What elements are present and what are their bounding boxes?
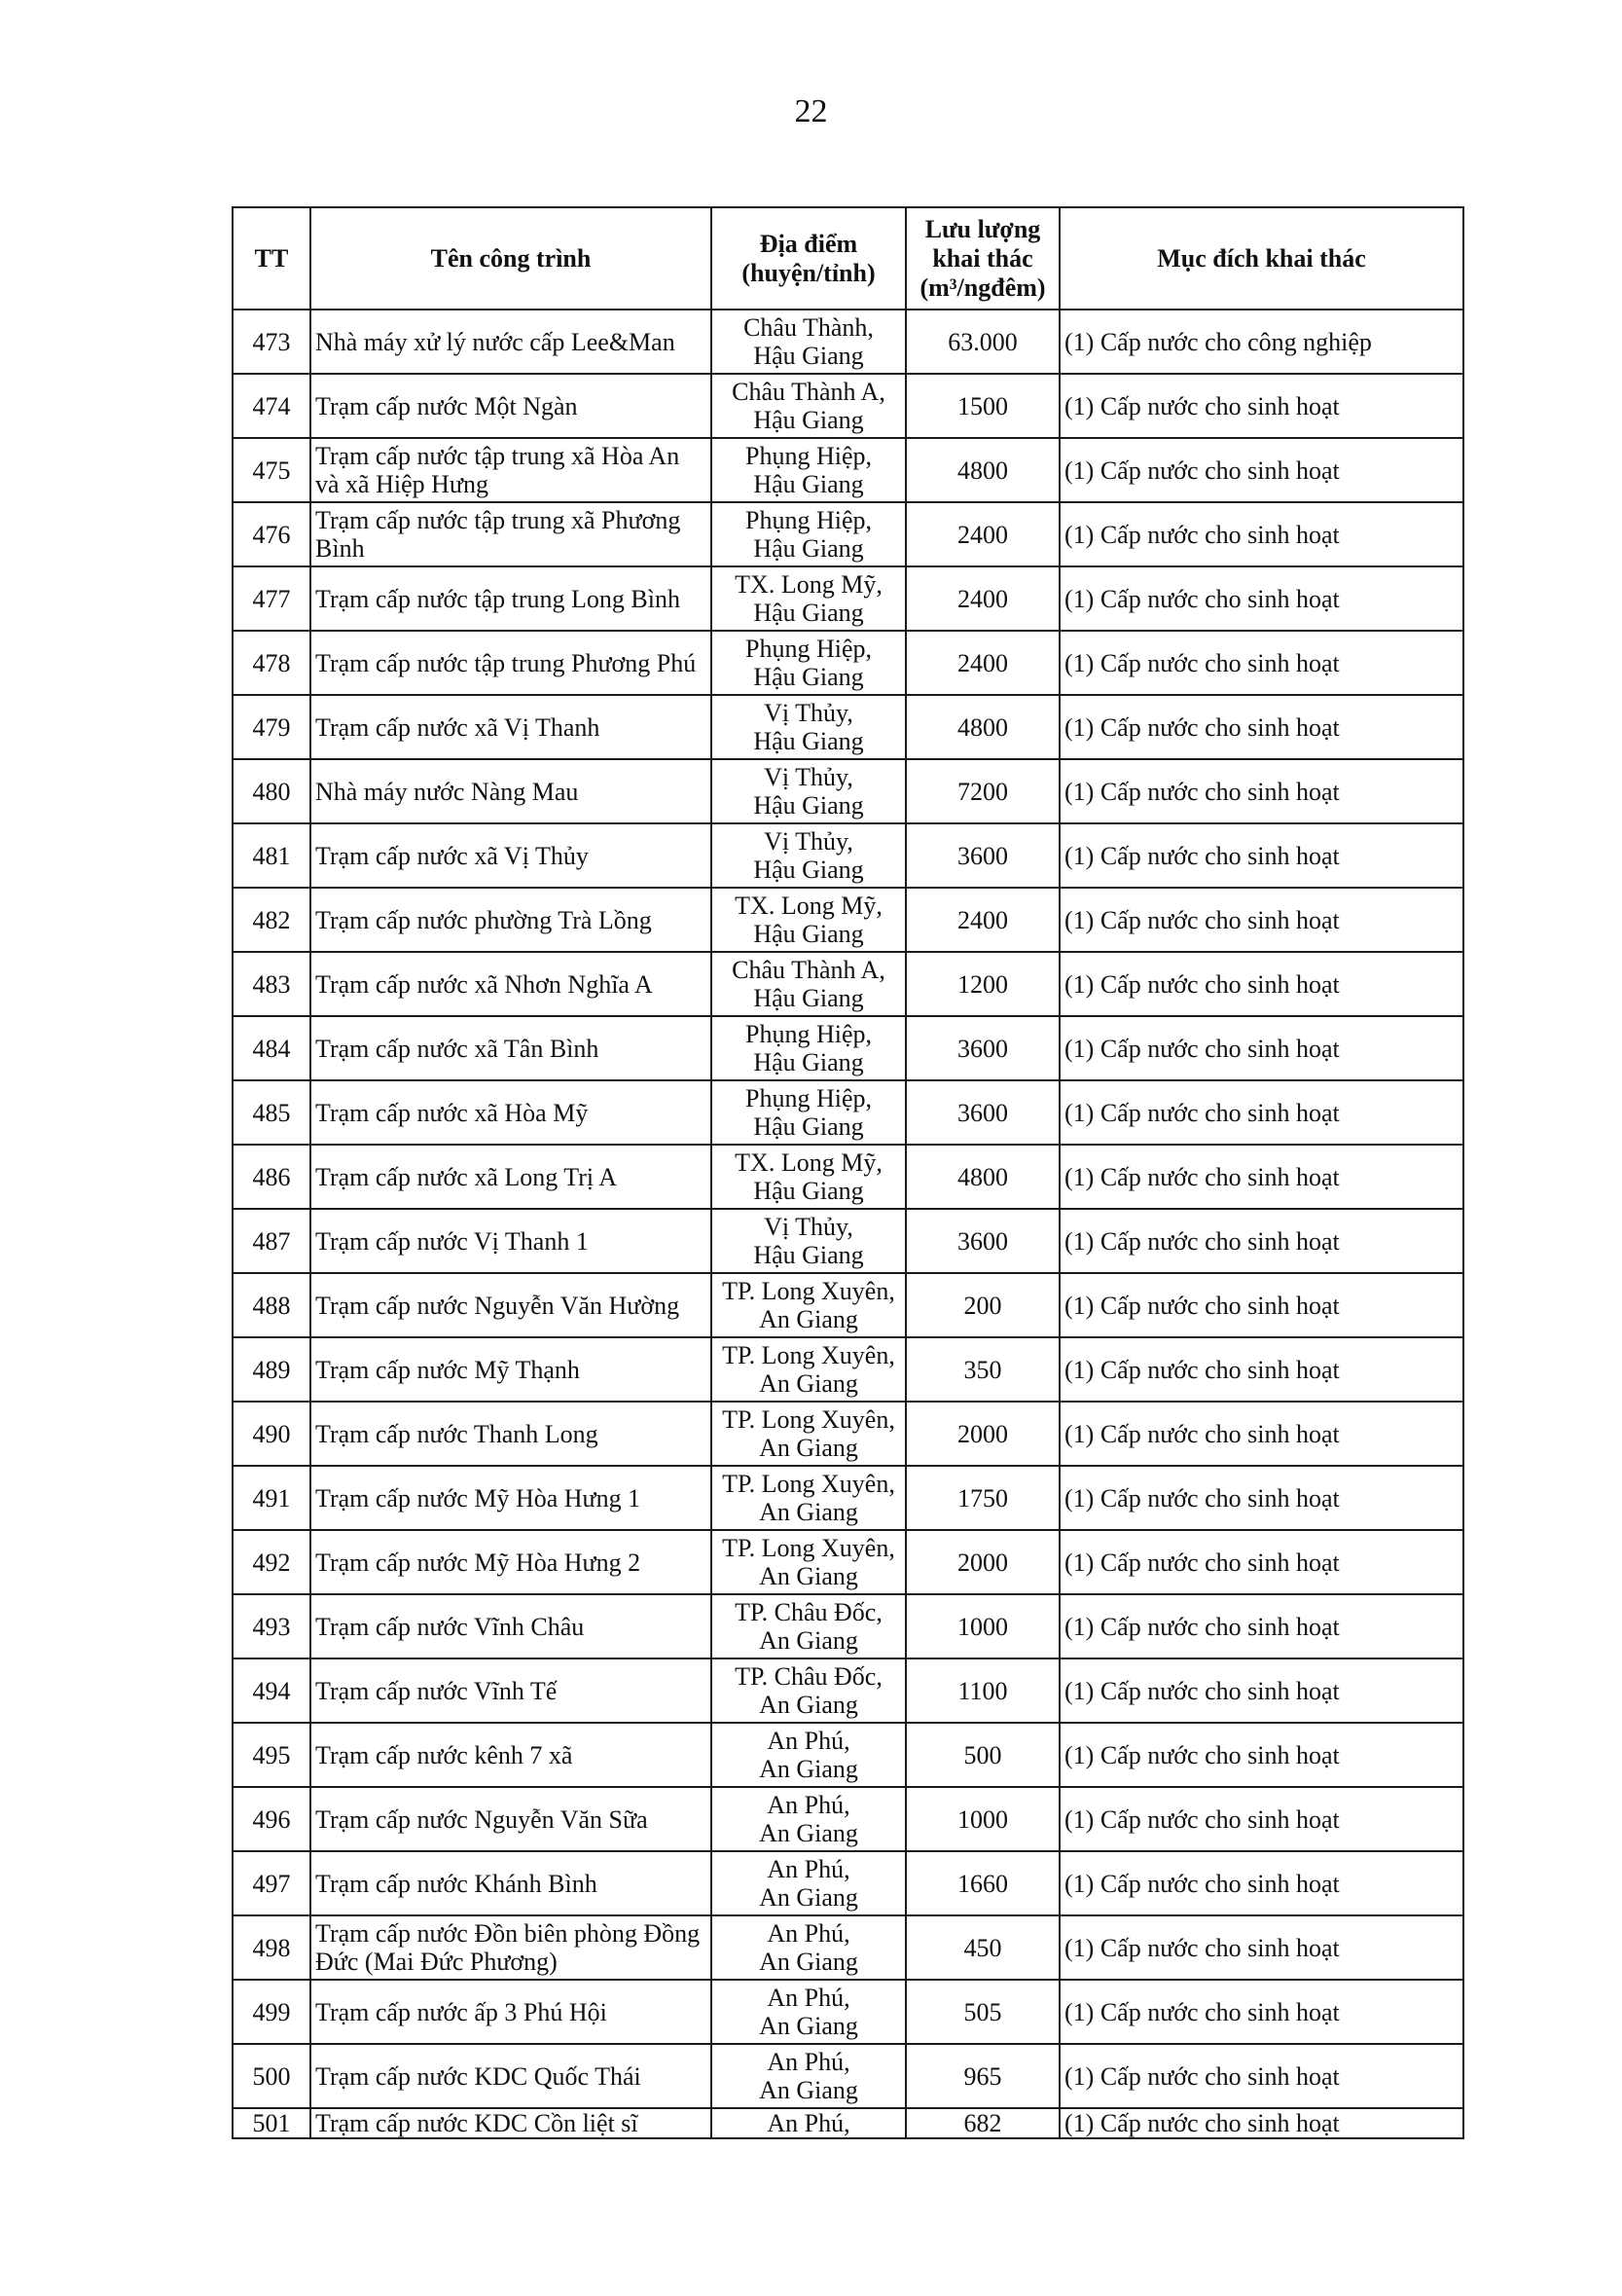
row-purpose: (1) Cấp nước cho sinh hoạt: [1060, 1658, 1463, 1723]
table-row: [233, 1337, 1463, 1402]
table-row: [233, 1402, 1463, 1466]
row-location-line1: TP. Châu Đốc,: [735, 1662, 883, 1691]
row-tt: 479: [233, 695, 310, 759]
header-flow: [906, 207, 1060, 310]
row-location-line1: An Phú,: [767, 1791, 850, 1819]
row-name: Trạm cấp nước KDC Quốc Thái: [310, 2044, 711, 2108]
row-location: [711, 1402, 906, 1466]
header-location: [711, 207, 906, 310]
row-flow: 1660: [906, 1851, 1060, 1915]
row-location-line2: An Giang: [759, 1883, 858, 1912]
water-extraction-table: [232, 206, 1464, 2139]
row-location-line1: An Phú,: [767, 1727, 850, 1755]
table-row: [233, 631, 1463, 695]
row-location-line2: An Giang: [759, 1691, 858, 1719]
row-tt: 497: [233, 1851, 310, 1915]
row-purpose: (1) Cấp nước cho sinh hoạt: [1060, 631, 1463, 695]
row-flow: 2000: [906, 1402, 1060, 1466]
header-flow-line2: khai thác: [932, 243, 1033, 273]
row-flow: 4800: [906, 1145, 1060, 1209]
row-location-line1: TX. Long Mỹ,: [735, 892, 883, 920]
row-flow: 1750: [906, 1466, 1060, 1530]
row-tt: 474: [233, 374, 310, 438]
row-location-line2: An Giang: [759, 1626, 858, 1655]
row-flow: 4800: [906, 695, 1060, 759]
row-purpose: (1) Cấp nước cho sinh hoạt: [1060, 759, 1463, 823]
row-location: [711, 1530, 906, 1594]
row-location-line1: Châu Thành,: [743, 313, 874, 342]
table-row: [233, 1209, 1463, 1273]
row-location-line1: An Phú,: [767, 2048, 850, 2076]
row-location: [711, 1851, 906, 1915]
row-tt: 484: [233, 1016, 310, 1080]
row-location-line1: Phụng Hiệp,: [745, 1020, 872, 1048]
row-tt: 488: [233, 1273, 310, 1337]
row-location-line2: Hậu Giang: [753, 1177, 864, 1205]
row-location-line1: TP. Long Xuyên,: [722, 1277, 895, 1305]
row-tt: 482: [233, 888, 310, 952]
row-tt: 495: [233, 1723, 310, 1787]
row-location-line2: Hậu Giang: [753, 342, 864, 370]
row-flow: 3600: [906, 1080, 1060, 1145]
row-purpose: (1) Cấp nước cho sinh hoạt: [1060, 1337, 1463, 1402]
row-flow: 450: [906, 1915, 1060, 1980]
table-row: [233, 1723, 1463, 1787]
row-purpose: (1) Cấp nước cho sinh hoạt: [1060, 823, 1463, 888]
row-purpose: (1) Cấp nước cho sinh hoạt: [1060, 695, 1463, 759]
row-flow: 1200: [906, 952, 1060, 1016]
table-row: [233, 1530, 1463, 1594]
row-location-line2: An Giang: [759, 2076, 858, 2104]
row-location-line1: TP. Long Xuyên,: [722, 1341, 895, 1369]
row-flow: 2400: [906, 502, 1060, 566]
table-row: [233, 2044, 1463, 2108]
table-row: [233, 1080, 1463, 1145]
row-purpose: (1) Cấp nước cho sinh hoạt: [1060, 374, 1463, 438]
row-flow: 3600: [906, 1209, 1060, 1273]
row-location-line1: Vị Thủy,: [764, 827, 853, 856]
table-row: [233, 1851, 1463, 1915]
row-location-line2: An Giang: [759, 1562, 858, 1590]
row-tt: 480: [233, 759, 310, 823]
row-location-line1: Châu Thành A,: [732, 378, 885, 406]
row-flow: 3600: [906, 823, 1060, 888]
row-tt: 500: [233, 2044, 310, 2108]
row-purpose: (1) Cấp nước cho sinh hoạt: [1060, 1080, 1463, 1145]
row-location-line2: Hậu Giang: [753, 599, 864, 627]
row-purpose: (1) Cấp nước cho sinh hoạt: [1060, 2108, 1463, 2138]
row-location-line2: Hậu Giang: [753, 920, 864, 948]
row-flow: 63.000: [906, 310, 1060, 374]
row-flow: 500: [906, 1723, 1060, 1787]
row-name: Trạm cấp nước kênh 7 xã: [310, 1723, 711, 1787]
row-location: [711, 1787, 906, 1851]
row-location-line1: Phụng Hiệp,: [745, 1084, 872, 1112]
row-tt: 492: [233, 1530, 310, 1594]
row-tt: 490: [233, 1402, 310, 1466]
row-purpose: (1) Cấp nước cho công nghiệp: [1060, 310, 1463, 374]
row-location: [711, 695, 906, 759]
row-name: Trạm cấp nước tập trung Phương Phú: [310, 631, 711, 695]
row-purpose: (1) Cấp nước cho sinh hoạt: [1060, 888, 1463, 952]
row-location-line2: Hậu Giang: [753, 727, 864, 755]
row-location: [711, 759, 906, 823]
row-purpose: (1) Cấp nước cho sinh hoạt: [1060, 1851, 1463, 1915]
row-location: [711, 1145, 906, 1209]
row-location-line1: Phụng Hiệp,: [745, 442, 872, 470]
row-purpose: (1) Cấp nước cho sinh hoạt: [1060, 1402, 1463, 1466]
row-location: [711, 1337, 906, 1402]
row-tt: 483: [233, 952, 310, 1016]
row-flow: 200: [906, 1273, 1060, 1337]
row-location-line1: TP. Long Xuyên,: [722, 1534, 895, 1562]
row-flow: 2000: [906, 1530, 1060, 1594]
row-location: [711, 823, 906, 888]
row-purpose: (1) Cấp nước cho sinh hoạt: [1060, 1723, 1463, 1787]
row-tt: 476: [233, 502, 310, 566]
row-purpose: (1) Cấp nước cho sinh hoạt: [1060, 566, 1463, 631]
table-row: [233, 759, 1463, 823]
header-flow-line3: (m³/ngđêm): [919, 273, 1046, 302]
row-name: Trạm cấp nước xã Hòa Mỹ: [310, 1080, 711, 1145]
row-location: [711, 631, 906, 695]
table-row: [233, 438, 1463, 502]
row-location-line2: Hậu Giang: [753, 1112, 864, 1141]
row-purpose: (1) Cấp nước cho sinh hoạt: [1060, 2044, 1463, 2108]
row-name: Trạm cấp nước Mỹ Hòa Hưng 1: [310, 1466, 711, 1530]
table-row: [233, 1594, 1463, 1658]
row-tt: 494: [233, 1658, 310, 1723]
table-row: [233, 823, 1463, 888]
row-location: [711, 888, 906, 952]
table-row: [233, 1980, 1463, 2044]
table-row: [233, 1145, 1463, 1209]
row-location-line2: Hậu Giang: [753, 470, 864, 498]
row-purpose: (1) Cấp nước cho sinh hoạt: [1060, 1530, 1463, 1594]
row-location: [711, 1273, 906, 1337]
row-location: [711, 1466, 906, 1530]
row-name: Trạm cấp nước xã Tân Bình: [310, 1016, 711, 1080]
row-tt: 496: [233, 1787, 310, 1851]
row-location: [711, 1723, 906, 1787]
row-name: Trạm cấp nước ấp 3 Phú Hội: [310, 1980, 711, 2044]
row-name: Nhà máy xử lý nước cấp Lee&Man: [310, 310, 711, 374]
row-location-line1: Châu Thành A,: [732, 956, 885, 984]
row-name: Trạm cấp nước tập trung Long Bình: [310, 566, 711, 631]
row-location: [711, 2108, 906, 2138]
row-location-line2: An Giang: [759, 1948, 858, 1976]
row-purpose: (1) Cấp nước cho sinh hoạt: [1060, 1980, 1463, 2044]
row-location-line1: An Phú,: [767, 1919, 850, 1948]
table-row: [233, 310, 1463, 374]
row-location: [711, 1016, 906, 1080]
row-location: [711, 1980, 906, 2044]
row-location-line1: Vị Thủy,: [764, 763, 853, 791]
row-tt: 489: [233, 1337, 310, 1402]
row-purpose: (1) Cấp nước cho sinh hoạt: [1060, 502, 1463, 566]
table-row: [233, 1273, 1463, 1337]
header-purpose: Mục đích khai thác: [1060, 207, 1463, 310]
table-row: [233, 1915, 1463, 1980]
row-name: Trạm cấp nước tập trung xã Phương Bình: [310, 502, 711, 566]
row-location-line1: Vị Thủy,: [764, 699, 853, 727]
row-name: Trạm cấp nước Thanh Long: [310, 1402, 711, 1466]
row-tt: 491: [233, 1466, 310, 1530]
row-name: Trạm cấp nước Vĩnh Tế: [310, 1658, 711, 1723]
row-tt: 493: [233, 1594, 310, 1658]
page-number: 22: [794, 93, 828, 129]
row-location-line2: An Giang: [759, 1498, 858, 1526]
row-location: [711, 1080, 906, 1145]
table-row: [233, 374, 1463, 438]
table-row: [233, 2108, 1463, 2138]
row-tt: 473: [233, 310, 310, 374]
row-location-line2: An Giang: [759, 1369, 858, 1398]
row-name: Trạm cấp nước xã Vị Thanh: [310, 695, 711, 759]
row-name: Trạm cấp nước KDC Cồn liệt sĩ: [310, 2108, 711, 2138]
row-name: Nhà máy nước Nàng Mau: [310, 759, 711, 823]
header-location-line2: (huyện/tỉnh): [741, 258, 876, 287]
row-location-line1: Phụng Hiệp,: [745, 635, 872, 663]
table-header-row: [233, 207, 1463, 310]
row-name: Trạm cấp nước Vị Thanh 1: [310, 1209, 711, 1273]
table-row: [233, 888, 1463, 952]
header-flow-line1: Lưu lượng: [924, 214, 1041, 243]
row-purpose: (1) Cấp nước cho sinh hoạt: [1060, 1273, 1463, 1337]
row-location: [711, 1915, 906, 1980]
row-tt: 477: [233, 566, 310, 631]
row-location: [711, 438, 906, 502]
row-location-line1: An Phú,: [767, 1855, 850, 1883]
row-flow: 1000: [906, 1594, 1060, 1658]
row-location-line1: TX. Long Mỹ,: [735, 570, 883, 599]
row-location-line2: Hậu Giang: [753, 663, 864, 691]
row-location-line2: An Giang: [759, 1305, 858, 1333]
row-location-line1: TP. Long Xuyên,: [722, 1405, 895, 1434]
row-flow: 4800: [906, 438, 1060, 502]
row-tt: 498: [233, 1915, 310, 1980]
row-location-line2: Hậu Giang: [753, 534, 864, 563]
row-location-line2: Hậu Giang: [753, 1241, 864, 1269]
row-location-line1: Phụng Hiệp,: [745, 506, 872, 534]
row-name: Trạm cấp nước xã Long Trị A: [310, 1145, 711, 1209]
row-name: Trạm cấp nước Mỹ Thạnh: [310, 1337, 711, 1402]
row-location-line2: Hậu Giang: [753, 406, 864, 434]
row-location-line2: An Giang: [759, 1434, 858, 1462]
row-location-line1: TX. Long Mỹ,: [735, 1148, 883, 1177]
row-location-line1: TP. Long Xuyên,: [722, 1470, 895, 1498]
header-name: Tên công trình: [310, 207, 711, 310]
row-name: Trạm cấp nước xã Nhơn Nghĩa A: [310, 952, 711, 1016]
row-purpose: (1) Cấp nước cho sinh hoạt: [1060, 1594, 1463, 1658]
row-location: [711, 310, 906, 374]
row-purpose: (1) Cấp nước cho sinh hoạt: [1060, 1915, 1463, 1980]
row-name: Trạm cấp nước Nguyễn Văn Sữa: [310, 1787, 711, 1851]
row-location-line1: An Phú,: [767, 1984, 850, 2012]
row-name: Trạm cấp nước Vĩnh Châu: [310, 1594, 711, 1658]
row-name: Trạm cấp nước Một Ngàn: [310, 374, 711, 438]
row-tt: 487: [233, 1209, 310, 1273]
row-flow: 682: [906, 2108, 1060, 2138]
table-row: [233, 502, 1463, 566]
row-name: Trạm cấp nước tập trung xã Hòa An và xã Hiệp Hưng: [310, 438, 711, 502]
row-name: Trạm cấp nước xã Vị Thủy: [310, 823, 711, 888]
row-flow: 505: [906, 1980, 1060, 2044]
row-purpose: (1) Cấp nước cho sinh hoạt: [1060, 1145, 1463, 1209]
table-row: [233, 1016, 1463, 1080]
row-location-line2: An Giang: [759, 2012, 858, 2040]
row-flow: 1000: [906, 1787, 1060, 1851]
row-purpose: (1) Cấp nước cho sinh hoạt: [1060, 1466, 1463, 1530]
row-name: Trạm cấp nước Nguyễn Văn Hường: [310, 1273, 711, 1337]
row-location-line2: An Giang: [759, 1755, 858, 1783]
row-tt: 475: [233, 438, 310, 502]
row-tt: 485: [233, 1080, 310, 1145]
header-tt: TT: [233, 207, 310, 310]
row-location: [711, 1209, 906, 1273]
row-name: Trạm cấp nước Khánh Bình: [310, 1851, 711, 1915]
row-flow: 2400: [906, 631, 1060, 695]
row-purpose: (1) Cấp nước cho sinh hoạt: [1060, 1209, 1463, 1273]
table-row: [233, 566, 1463, 631]
row-purpose: (1) Cấp nước cho sinh hoạt: [1060, 1016, 1463, 1080]
row-flow: 2400: [906, 888, 1060, 952]
row-name: Trạm cấp nước Mỹ Hòa Hưng 2: [310, 1530, 711, 1594]
row-purpose: (1) Cấp nước cho sinh hoạt: [1060, 952, 1463, 1016]
row-location-line2: An Giang: [759, 1819, 858, 1847]
table-row: [233, 695, 1463, 759]
row-flow: 1100: [906, 1658, 1060, 1723]
row-location-line1: Vị Thủy,: [764, 1213, 853, 1241]
row-location: [711, 566, 906, 631]
row-purpose: (1) Cấp nước cho sinh hoạt: [1060, 438, 1463, 502]
row-flow: 7200: [906, 759, 1060, 823]
row-location: [711, 502, 906, 566]
row-tt: 478: [233, 631, 310, 695]
row-name: Trạm cấp nước Đồn biên phòng Đồng Đức (Mai Đức Phương): [310, 1915, 711, 1980]
row-tt: 481: [233, 823, 310, 888]
row-purpose: (1) Cấp nước cho sinh hoạt: [1060, 1787, 1463, 1851]
row-tt: 501: [233, 2108, 310, 2138]
row-location: [711, 952, 906, 1016]
table-row: [233, 1787, 1463, 1851]
header-location-line1: Địa điểm: [759, 229, 858, 258]
table-body: [233, 310, 1463, 2138]
row-name: Trạm cấp nước phường Trà Lồng: [310, 888, 711, 952]
row-flow: 2400: [906, 566, 1060, 631]
row-flow: 965: [906, 2044, 1060, 2108]
row-location-line2: Hậu Giang: [753, 791, 864, 820]
row-flow: 350: [906, 1337, 1060, 1402]
row-flow: 1500: [906, 374, 1060, 438]
row-location: [711, 374, 906, 438]
row-location-line1: TP. Châu Đốc,: [735, 1598, 883, 1626]
row-location-line2: Hậu Giang: [753, 984, 864, 1012]
row-location-line2: Hậu Giang: [753, 856, 864, 884]
table-row: [233, 1658, 1463, 1723]
row-location: [711, 1658, 906, 1723]
row-location-line1: An Phú,: [767, 2109, 850, 2137]
table-row: [233, 1466, 1463, 1530]
row-location: [711, 1594, 906, 1658]
row-flow: 3600: [906, 1016, 1060, 1080]
row-location: [711, 2044, 906, 2108]
row-location-line2: Hậu Giang: [753, 1048, 864, 1076]
table-row: [233, 952, 1463, 1016]
row-tt: 499: [233, 1980, 310, 2044]
row-tt: 486: [233, 1145, 310, 1209]
